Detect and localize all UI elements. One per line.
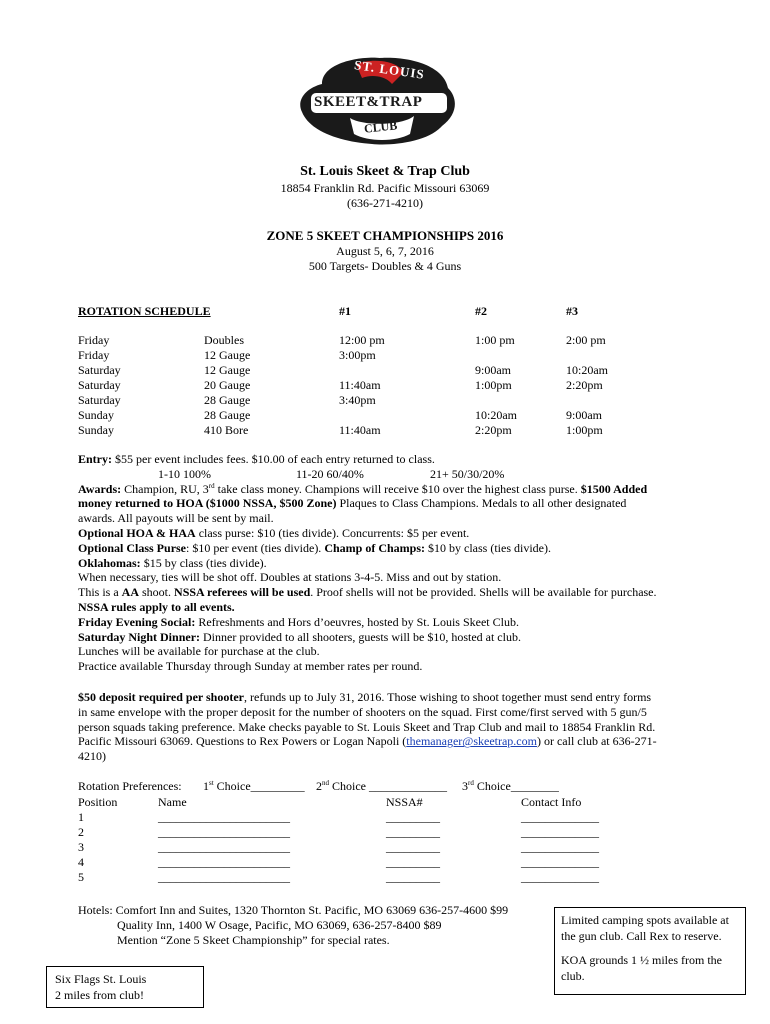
camping-line4: club. bbox=[561, 969, 585, 983]
name-label: Name bbox=[158, 795, 187, 809]
club-logo bbox=[292, 54, 466, 146]
ties-line: When necessary, ties will be shot off. Doubles at stations 3-4-5. Miss and out by station. bbox=[78, 570, 502, 585]
rotation-event: 28 Gauge bbox=[204, 393, 251, 407]
choice-3-blank: Choice________ bbox=[473, 779, 559, 793]
rotation-heading: ROTATION SCHEDULE bbox=[78, 304, 211, 318]
rotation-time-1: 11:40am bbox=[339, 378, 381, 392]
oklahomas-text: $15 by class (ties divide). bbox=[140, 555, 267, 570]
class-purse-label: Optional Class Purse bbox=[78, 540, 187, 555]
logo-top-text: ST. LOUIS bbox=[353, 57, 426, 82]
split-3: 21+ 50/30/20% bbox=[430, 466, 505, 481]
camping-line1: Limited camping spots available at bbox=[561, 913, 729, 927]
awards-sup: rd bbox=[208, 481, 215, 490]
name-field[interactable]: ______________________ bbox=[158, 870, 290, 884]
deposit-line1: , refunds up to July 31, 2016. Those wishing to shoot together must send entry forms bbox=[244, 690, 652, 704]
choice-3-sup: rd bbox=[468, 779, 474, 787]
nssa-field[interactable]: _________ bbox=[386, 810, 440, 824]
contact-field[interactable]: _____________ bbox=[521, 810, 599, 824]
rotation-event: 28 Gauge bbox=[204, 408, 251, 422]
practice-line: Practice available Thursday through Sunday at member rates per round. bbox=[78, 659, 423, 674]
position-number: 1 bbox=[78, 810, 84, 824]
choice-3-number: 3 bbox=[462, 779, 468, 793]
rotation-time-1: 3:00pm bbox=[339, 348, 376, 362]
event-info bbox=[78, 452, 698, 674]
club-name: St. Louis Skeet & Trap Club bbox=[300, 164, 470, 179]
rotation-time-3: 9:00am bbox=[566, 408, 602, 422]
deposit-line4a: Pacific Missouri 63069. Questions to Rex Powers or Logan Napoli ( bbox=[78, 734, 407, 749]
event-title: ZONE 5 SKEET CHAMPIONSHIPS 2016 bbox=[266, 228, 504, 243]
shooter-rows bbox=[78, 810, 618, 886]
choice-2-sup: nd bbox=[322, 779, 329, 787]
club-address: 18854 Franklin Rd. Pacific Missouri 63069 bbox=[280, 181, 490, 195]
rotation-day: Sunday bbox=[78, 423, 114, 437]
rotation-event: 20 Gauge bbox=[204, 378, 251, 392]
hotels-line1: Hotels: Comfort Inn and Suites, 1320 Thornton St. Pacific, MO 63069 636-257-4600 $99 bbox=[78, 903, 509, 917]
nssa-label: NSSA# bbox=[386, 795, 423, 809]
logo-middle-text: SKEET&TRAP bbox=[314, 94, 423, 110]
aa-e: . Proof shells will not be provided. Shells will be available for purchase. bbox=[310, 585, 657, 600]
split-2: 11-20 60/40% bbox=[296, 466, 364, 481]
rotation-day: Saturday bbox=[78, 378, 121, 392]
position-number: 5 bbox=[78, 870, 84, 884]
awards-text-b: take class money. Champions will receive $10 over the highest class purse. bbox=[214, 481, 581, 496]
split-1: 1-10 100% bbox=[158, 466, 211, 481]
hotels-line2: Quality Inn, 1400 W Osage, Pacific, MO 63069, 636-257-8400 $89 bbox=[117, 918, 442, 932]
contact-field[interactable]: _____________ bbox=[521, 870, 599, 884]
choice-2-blank: Choice _____________ bbox=[329, 779, 447, 793]
entry-text: $55 per event includes fees. $10.00 of each entry returned to class. bbox=[112, 452, 435, 466]
rotation-event: 12 Gauge bbox=[204, 363, 251, 377]
social-label: Friday Evening Social: bbox=[78, 614, 196, 629]
rotation-day: Saturday bbox=[78, 393, 121, 407]
lunch-line: Lunches will be available for purchase at the club. bbox=[78, 644, 320, 659]
six-flags-line1: Six Flags St. Louis bbox=[55, 972, 147, 986]
rotation-time-1: 3:40pm bbox=[339, 393, 376, 407]
rotation-day: Saturday bbox=[78, 363, 121, 377]
aa-a: This is a bbox=[78, 585, 122, 600]
rotation-col3: #3 bbox=[566, 304, 578, 318]
choice-2[interactable] bbox=[316, 779, 447, 794]
position-label: Position bbox=[78, 795, 118, 809]
choice-3[interactable] bbox=[462, 779, 559, 794]
position-number: 3 bbox=[78, 840, 84, 854]
hoa-text: class purse: $10 (ties divide). Concurrents: $5 per event. bbox=[195, 525, 470, 540]
rotation-time-3: 1:00pm bbox=[566, 423, 603, 437]
name-field[interactable]: ______________________ bbox=[158, 855, 290, 869]
aa-b: AA bbox=[121, 585, 140, 600]
rotation-col2: #2 bbox=[475, 304, 487, 318]
social-text: Refreshments and Hors d’oeuvres, hosted by St. Louis Skeet Club. bbox=[195, 614, 519, 629]
aa-d: NSSA referees will be used bbox=[174, 585, 311, 600]
aa-c: shoot. bbox=[139, 585, 175, 600]
rotation-time-2: 1:00 pm bbox=[475, 333, 515, 347]
event-targets: 500 Targets- Doubles & 4 Guns bbox=[308, 259, 462, 273]
club-phone: (636-271-4210) bbox=[347, 196, 423, 210]
position-number: 4 bbox=[78, 855, 84, 869]
rotation-event: Doubles bbox=[204, 333, 244, 347]
nssa-field[interactable]: _________ bbox=[386, 825, 440, 839]
deposit-line3: person squads taking preference. Make checks payable to St. Louis Skeet and Trap Club and mail to 18854 Franklin Rd. bbox=[78, 719, 656, 734]
rotation-event: 410 Bore bbox=[204, 423, 249, 437]
rotation-time-3: 2:20pm bbox=[566, 378, 603, 392]
name-field[interactable]: ______________________ bbox=[158, 825, 290, 839]
rotation-time-2: 9:00am bbox=[475, 363, 511, 377]
class-purse-text: : $10 per event (ties divide). bbox=[186, 540, 325, 555]
contact-label: Contact Info bbox=[521, 795, 582, 809]
hotels-line3: Mention “Zone 5 Skeet Championship” for special rates. bbox=[117, 933, 390, 947]
rotation-event: 12 Gauge bbox=[204, 348, 251, 362]
rules-line: NSSA rules apply to all events. bbox=[78, 599, 235, 614]
nssa-field[interactable]: _________ bbox=[386, 870, 440, 884]
contact-field[interactable]: _____________ bbox=[521, 855, 599, 869]
awards-bold-a: $1500 Added bbox=[580, 481, 648, 496]
rotation-time-3: 10:20am bbox=[566, 363, 608, 377]
oklahomas-label: Oklahomas: bbox=[78, 555, 141, 570]
deposit-bold: $50 deposit required per shooter bbox=[78, 690, 245, 704]
deposit-line5: 4210) bbox=[78, 749, 106, 764]
camping-note-box bbox=[554, 907, 746, 995]
contact-field[interactable]: _____________ bbox=[521, 825, 599, 839]
contact-field[interactable]: _____________ bbox=[521, 840, 599, 854]
nssa-field[interactable]: _________ bbox=[386, 840, 440, 854]
position-number: 2 bbox=[78, 825, 84, 839]
camping-line2: the gun club. Call Rex to reserve. bbox=[561, 929, 722, 943]
rotation-time-3: 2:00 pm bbox=[566, 333, 606, 347]
six-flags-note-box bbox=[46, 966, 204, 1008]
choice-1-number: 1 bbox=[203, 779, 209, 793]
name-field[interactable]: ______________________ bbox=[158, 840, 290, 854]
awards-text-d: awards. All payouts will be sent by mail. bbox=[78, 511, 274, 526]
entry-label: Entry: bbox=[78, 452, 112, 466]
rotation-day: Friday bbox=[78, 333, 110, 347]
six-flags-line2: 2 miles from club! bbox=[55, 988, 144, 1002]
rotation-table bbox=[78, 333, 678, 443]
rotation-time-1: 11:40am bbox=[339, 423, 381, 437]
dinner-label: Saturday Night Dinner: bbox=[78, 629, 201, 644]
choice-1-sup: st bbox=[209, 779, 214, 787]
deposit-info bbox=[78, 690, 698, 764]
hoa-label: Optional HOA & HAA bbox=[78, 525, 196, 540]
camping-line3: KOA grounds 1 ½ miles from the bbox=[561, 953, 722, 967]
rotation-day: Friday bbox=[78, 348, 110, 362]
logo-bottom-text: CLUB bbox=[363, 118, 398, 136]
email-link[interactable]: themanager@skeetrap.com bbox=[406, 734, 537, 749]
awards-text-c: Plaques to Class Champions. Medals to all other designated bbox=[336, 496, 627, 511]
rotation-time-2: 2:20pm bbox=[475, 423, 512, 437]
rotation-col1: #1 bbox=[339, 304, 351, 318]
choice-1-blank: Choice_________ bbox=[213, 779, 305, 793]
awards-bold-b: money returned to HOA ($1000 NSSA, $500 Zone) bbox=[78, 496, 337, 511]
champ-label: Champ of Champs: bbox=[324, 540, 425, 555]
dinner-text: Dinner provided to all shooters, guests will be $10, hosted at club. bbox=[200, 629, 521, 644]
choice-2-number: 2 bbox=[316, 779, 322, 793]
awards-text-a: Champion, RU, 3 bbox=[121, 481, 209, 496]
deposit-line2: in same envelope with the proper deposit for the number of shooters on the squad. First come/first served with 5 gun/5 bbox=[78, 704, 647, 719]
name-field[interactable]: ______________________ bbox=[158, 810, 290, 824]
rotation-time-1: 12:00 pm bbox=[339, 333, 385, 347]
rotation-day: Sunday bbox=[78, 408, 114, 422]
prefs-label: Rotation Preferences: bbox=[78, 779, 182, 793]
awards-label: Awards: bbox=[78, 481, 122, 496]
champ-text: $10 by class (ties divide). bbox=[425, 540, 551, 555]
deposit-line4b: ) or call club at 636-271- bbox=[536, 734, 657, 749]
nssa-field[interactable]: _________ bbox=[386, 855, 440, 869]
choice-1[interactable] bbox=[203, 779, 305, 794]
event-dates: August 5, 6, 7, 2016 bbox=[336, 244, 434, 258]
rotation-time-2: 1:00pm bbox=[475, 378, 512, 392]
rotation-time-2: 10:20am bbox=[475, 408, 517, 422]
